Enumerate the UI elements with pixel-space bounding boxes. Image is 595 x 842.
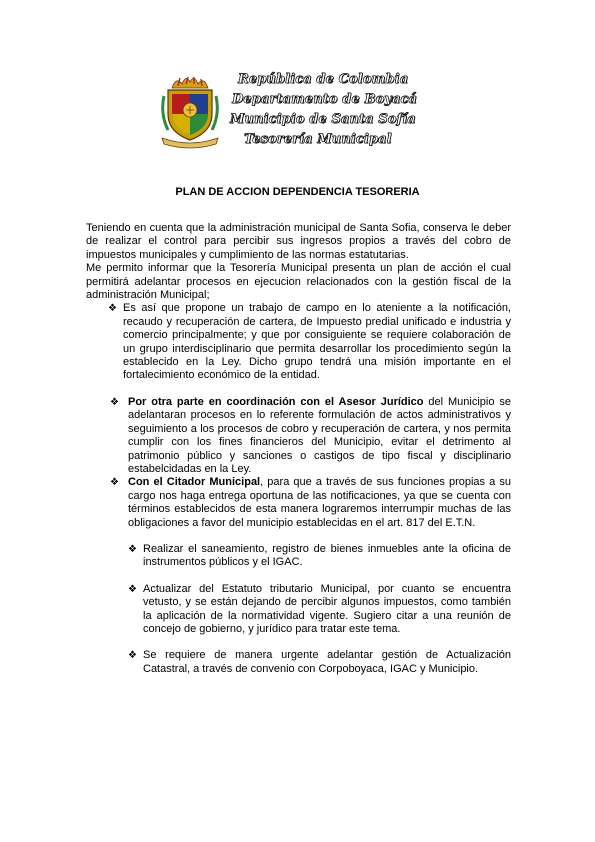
- header-department: Departamento de Boyacá: [232, 92, 418, 107]
- bullet-item-6: [86, 649, 511, 676]
- bullet-text: , para que a través de sus funciones propias a su cargo nos haga entrega oportuna de las notificaciones, ya que se cuenta con términos establecidos de esta manera lograremos interrumpir muchas de las obligaciones a favor del municipio establecidas en el art. 817 del E.T.N.: [128, 476, 511, 529]
- bullet-item-5: [86, 583, 511, 637]
- intro-paragraph-2: Me permito informar que la Tesorería Municipal presenta un plan de acción el cual permitirá adelantar procesos en ejecucion relacionados con la gestión fiscal de la administración Municipal;: [86, 262, 511, 302]
- coat-of-arms-icon: [158, 74, 222, 150]
- diamond-bullet-icon: ❖: [108, 303, 117, 315]
- diamond-bullet-icon: ❖: [128, 583, 137, 595]
- bullet-item-4: [86, 543, 511, 570]
- bullet-text: Se requiere de manera urgente adelantar gestión de Actualización Catastral, a través de convenio con Corpoboyaca, IGAC y Municipio.: [143, 649, 511, 675]
- document-body: [86, 222, 511, 676]
- diamond-bullet-icon: ❖: [128, 543, 137, 555]
- bullet-text: del Municipio se adelantaran procesos en lo referente formulación de actos administrativos y seguimiento a los procesos de cobro y recuperación de cartera, y nos permita cumplir con los fines financieros del Municipio, evitar el detrimento al patrimonio público y sanciones o castigos de tipo fiscal y disciplinario estabelcidadas en la Ley.: [128, 395, 511, 475]
- diamond-bullet-icon: ❖: [128, 650, 137, 662]
- diamond-bullet-icon: ❖: [110, 477, 119, 489]
- diamond-bullet-icon: ❖: [110, 396, 119, 408]
- bullet-item-2: [86, 396, 511, 476]
- bullet-item-3: [86, 476, 511, 530]
- bullet-bold-lead: Con el Citador Municipal: [128, 476, 261, 489]
- bullet-bold-lead: Por otra parte en coordinación con el Asesor Jurídico: [128, 395, 424, 408]
- intro-paragraph-1: Teniendo en cuenta que la administración municipal de Santa Sofia, conserva le deber de realizar el control para percibir sus ingresos propios a través del cobro de impuestos municipales y cumplimiento de las normas estatutarias.: [86, 222, 511, 261]
- header-office: Tesorería Municipal: [244, 132, 392, 147]
- bullet-text: Es así que propone un trabajo de campo en lo ateniente a la notificación, recaudo y recuperación de cartera, de Impuesto predial unificado e industria y comercio principalmente; y que por consiguiente se requiere colaboración de un grupo interdisciplinario que permita desarrollar los procedimiento según la establecido en la Ley. Dicho grupo tendrá una misión importante en el fortalecimiento económico de la entidad.: [123, 302, 511, 382]
- bullet-text: Realizar el saneamiento, registro de bienes inmuebles ante la oficina de instrumentos públicos y el IGAC.: [143, 542, 511, 569]
- header-municipality: Municipio de Santa Sofía: [230, 112, 416, 127]
- header-country: República de Colombia: [238, 72, 409, 87]
- bullet-text: Actualizar del Estatuto tributario Municipal, por cuanto se encuentra vetusto, y se están dejando de percibir algunos impuestos, como también la aplicación de la normatividad vigente. Sugiero citar a una reunión de concejo de gobierno, y jurídico para tratar este tema.: [143, 582, 511, 635]
- document-title: PLAN DE ACCION DEPENDENCIA TESORERIA: [175, 186, 420, 198]
- header-letterhead: [226, 70, 418, 150]
- bullet-item-1: [86, 302, 511, 382]
